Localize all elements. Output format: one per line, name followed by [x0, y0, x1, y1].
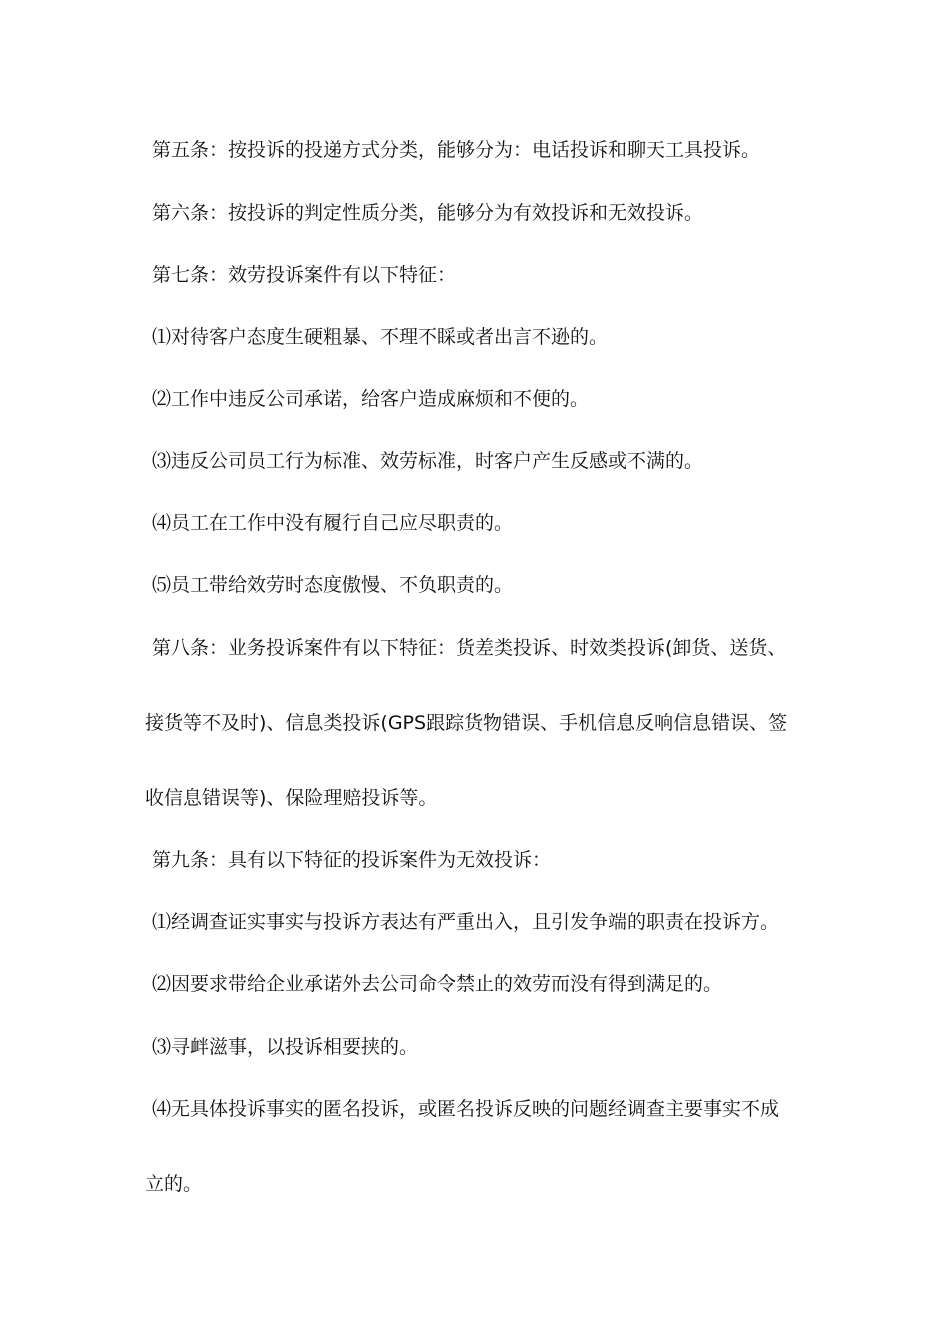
article-9: 第九条：具有以下特征的投诉案件为无效投诉：: [152, 849, 552, 871]
article-9-item-4-line-1: ⑷无具体投诉事实的匿名投诉，或匿名投诉反映的问题经调查主要事实不成: [152, 1098, 780, 1120]
article-8-line-3: 收信息错误等)、保险理赔投诉等。: [145, 787, 438, 809]
article-9-item-1: ⑴经调查证实事实与投诉方表达有严重出入，且引发争端的职责在投诉方。: [152, 911, 780, 933]
article-9-item-2: ⑵因要求带给企业承诺外去公司命令禁止的效劳而没有得到满足的。: [152, 973, 723, 995]
article-6: 第六条：按投诉的判定性质分类，能够分为有效投诉和无效投诉。: [152, 202, 704, 224]
article-7-item-2: ⑵工作中违反公司承诺，给客户造成麻烦和不便的。: [152, 388, 590, 410]
article-7-item-4: ⑷员工在工作中没有履行自己应尽职责的。: [152, 512, 514, 534]
article-9-item-4-line-2: 立的。: [145, 1173, 203, 1195]
article-5: 第五条：按投诉的投递方式分类，能够分为：电话投诉和聊天工具投诉。: [152, 139, 761, 161]
article-7-item-3: ⑶违反公司员工行为标准、效劳标准，时客户产生反感或不满的。: [152, 450, 704, 472]
article-8-line-2: 接货等不及时)、信息类投诉(GPS跟踪货物错误、手机信息反响信息错误、签: [145, 712, 788, 734]
article-9-item-3: ⑶寻衅滋事，以投诉相要挟的。: [152, 1036, 419, 1058]
article-7: 第七条：效劳投诉案件有以下特征：: [152, 264, 457, 286]
article-8-line-1: 第八条：业务投诉案件有以下特征：货差类投诉、时效类投诉(卸货、送货、: [152, 637, 787, 659]
article-7-item-1: ⑴对待客户态度生硬粗暴、不理不睬或者出言不逊的。: [152, 326, 609, 348]
article-7-item-5: ⑸员工带给效劳时态度傲慢、不负职责的。: [152, 574, 514, 596]
